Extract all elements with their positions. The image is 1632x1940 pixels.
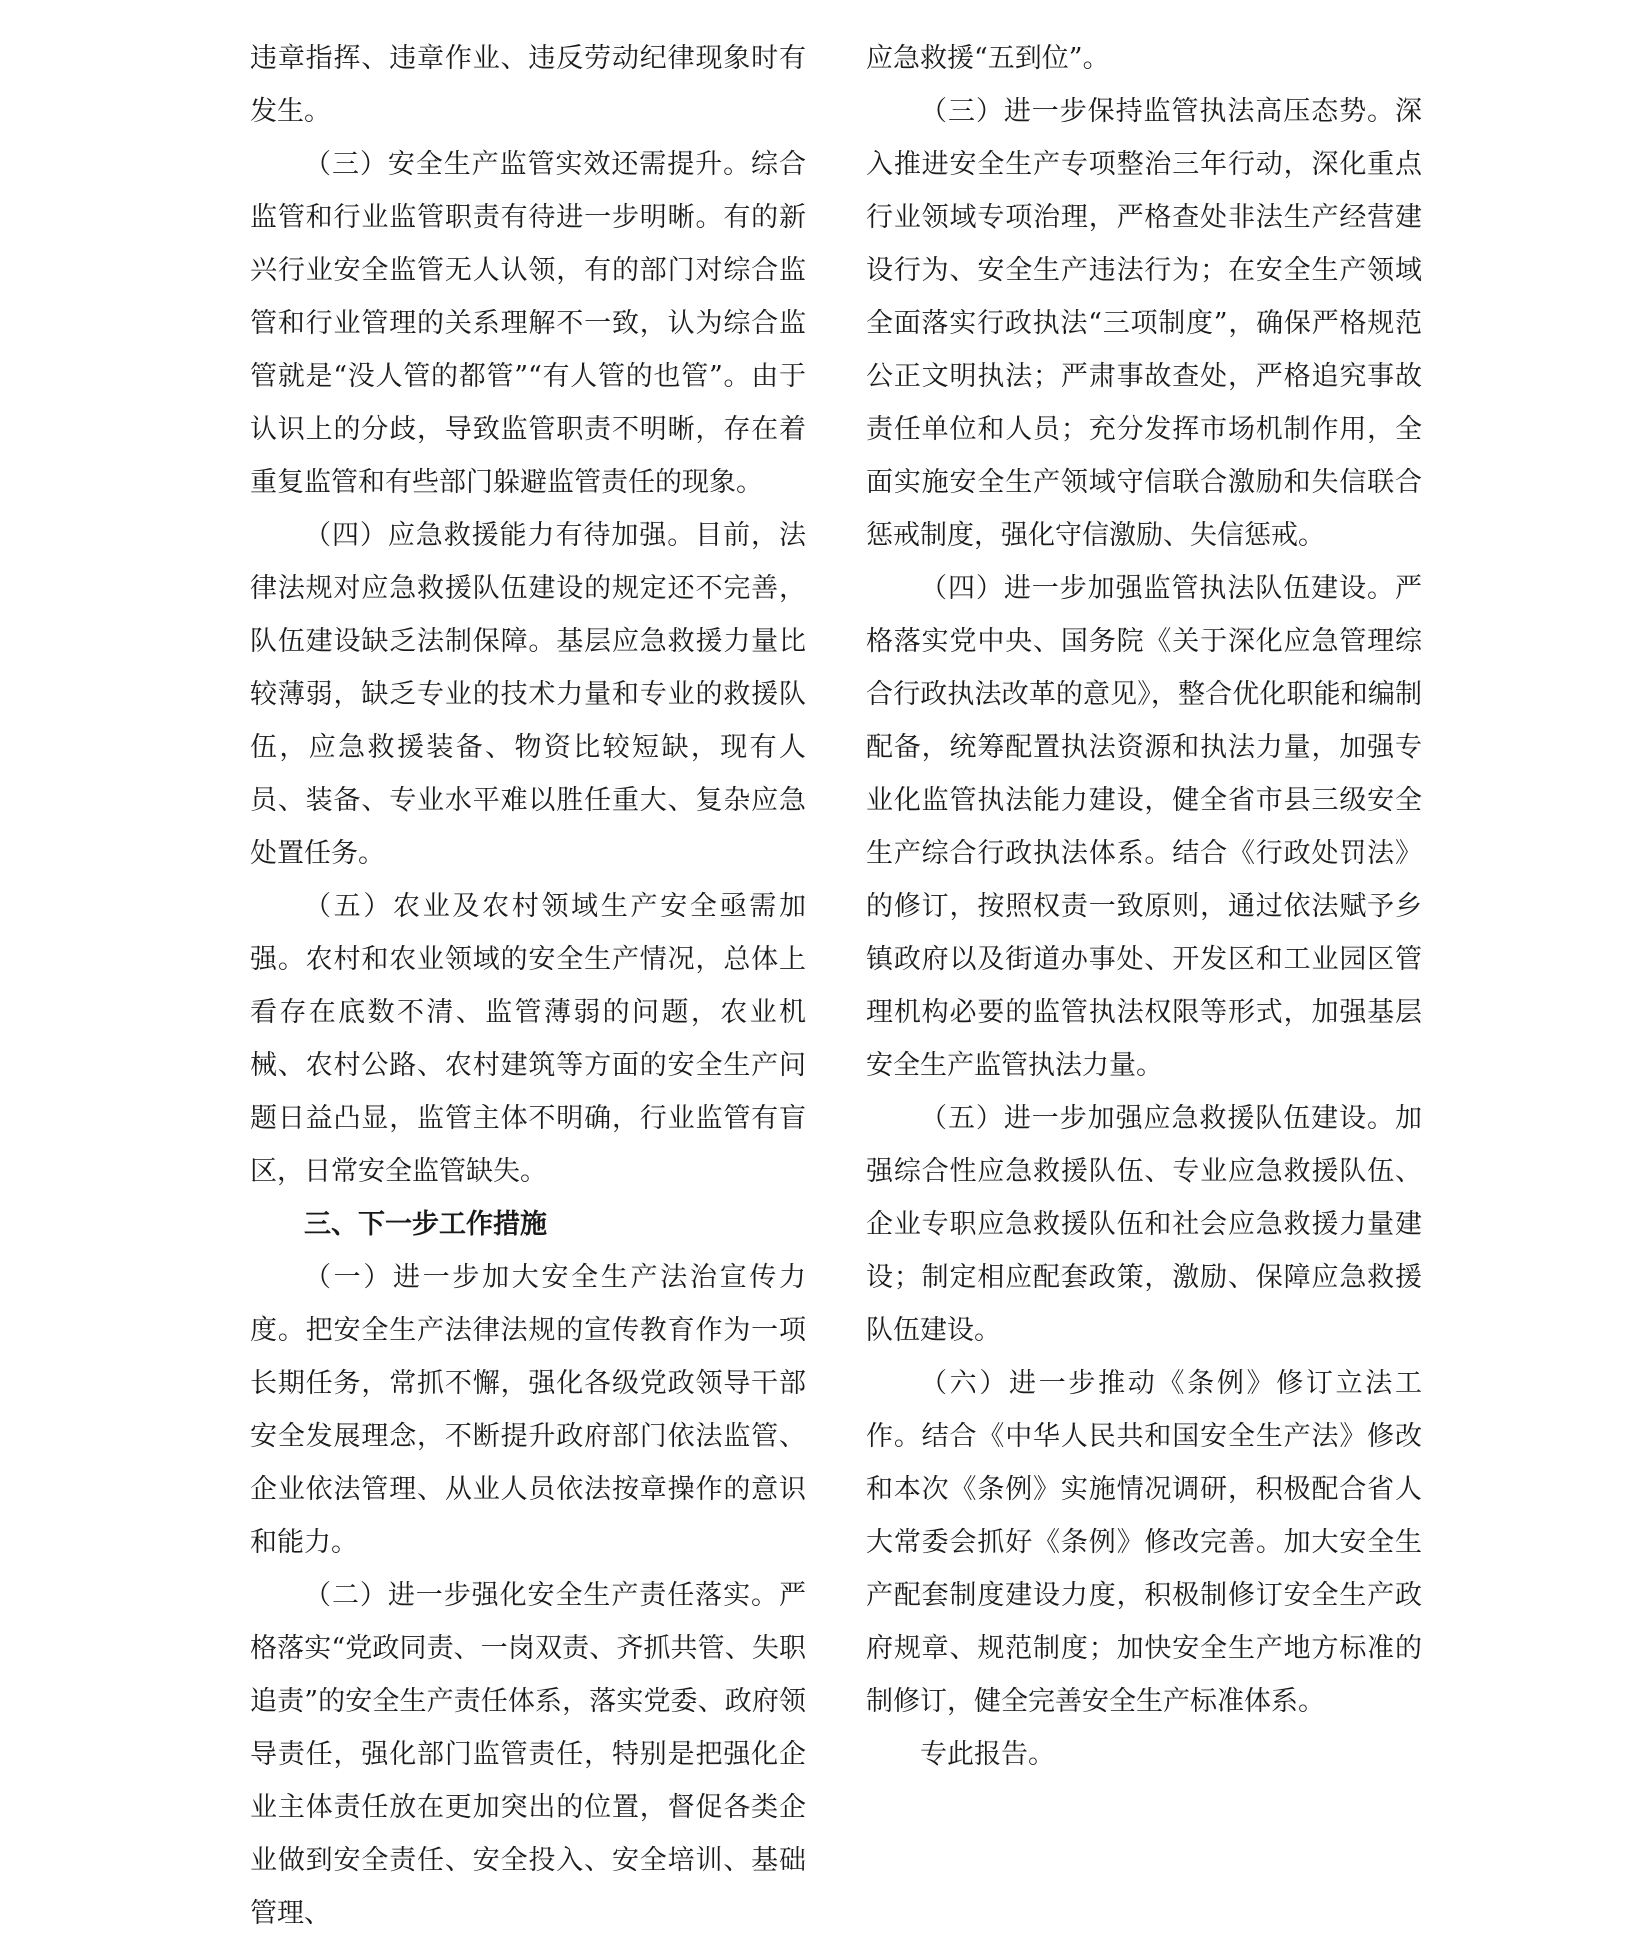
paragraph-enforcement-team: （四）进一步加强监管执法队伍建设。严格落实党中央、国务院《关于深化应急管理综合行政执法改革的意见》，整合优化职能和编制配备，统筹配置执法资源和执法力量，加强专业化监管执法能力建设，健全省市县三级安全生产综合行政执法体系。结合《行政处罚法》的修订，按照权责一致原则，通过依法赋予乡镇政府以及街道办事处、开发区和工业园区管理机构必要的监管执法权限等形式，加强基层安全生产监管执法力量。	[866, 573, 1422, 1081]
paragraph-enforcement-pressure: （三）进一步保持监管执法高压态势。深入推进安全生产专项整治三年行动，深化重点行业领域专项治理，严格查处非法生产经营建设行为、安全生产违法行为；在安全生产领域全面落实行政执法“三项制度”，确保严格规范公正文明执法；严肃事故查处，严格追究事故责任单位和人员；充分发挥市场机制作用，全面实施安全生产领域守信联合激励和失信联合惩戒制度，强化守信激励、失信惩戒。	[866, 96, 1422, 551]
closing-remark: 专此报告。	[920, 1739, 1055, 1770]
paragraph-legislation: （六）进一步推动《条例》修订立法工作。结合《中华人民共和国安全生产法》修改和本次《条例》实施情况调研，积极配合省人大常委会抓好《条例》修改完善。加大安全生产配套制度建设力度，积极制修订安全生产政府规章、规范制度；加快安全生产地方标准的制修订，健全完善安全生产标准体系。	[866, 1368, 1422, 1717]
paragraph-law-publicity: （一）进一步加大安全生产法治宣传力度。把安全生产法律法规的宣传教育作为一项长期任务，常抓不懈，强化各级党政领导干部安全发展理念，不断提升政府部门依法监管、企业依法管理、从业人员依法按章操作的意识和能力。	[250, 1262, 806, 1558]
paragraph-rescue-team: （五）进一步加强应急救援队伍建设。加强综合性应急救援队伍、专业应急救援队伍、企业专职应急救援队伍和社会应急救援力量建设；制定相应配套政策，激励、保障应急救援队伍建设。	[866, 1103, 1422, 1346]
left-column	[250, 32, 806, 1940]
paragraph-emergency-rescue-capacity: （四）应急救援能力有待加强。目前，法律法规对应急救援队伍建设的规定还不完善，队伍建设缺乏法制保障。基层应急救援力量比较薄弱，缺乏专业的技术力量和专业的救援队伍，应急救援装备、物资比较短缺，现有人员、装备、专业水平难以胜任重大、复杂应急处置任务。	[250, 520, 806, 869]
paragraph-supervision-effectiveness: （三）安全生产监管实效还需提升。综合监管和行业监管职责有待进一步明晰。有的新兴行业安全监管无人认领，有的部门对综合监管和行业管理的关系理解不一致，认为综合监管就是“没人管的都管”“有人管的也管”。由于认识上的分歧，导致监管职责不明晰，存在着重复监管和有些部门躲避监管责任的现象。	[250, 149, 806, 498]
section-heading: 三、下一步工作措施	[304, 1209, 547, 1240]
right-column	[866, 32, 1422, 1781]
paragraph-responsibility: （二）进一步强化安全生产责任落实。严格落实“党政同责、一岗双责、齐抓共管、失职追责”的安全生产责任体系，落实党委、政府领导责任，强化部门监管责任，特别是把强化企业主体责任放在更加突出的位置，督促各类企业做到安全责任、安全投入、安全培训、基础管理、	[250, 1580, 806, 1929]
paragraph-continuation: 应急救援“五到位”。	[866, 43, 1110, 74]
paragraph-rural-safety: （五）农业及农村领域生产安全亟需加强。农村和农业领域的安全生产情况，总体上看存在底数不清、监管薄弱的问题，农业机械、农村公路、农村建筑等方面的安全生产问题日益凸显，监管主体不明确，行业监管有盲区，日常安全监管缺失。	[250, 891, 806, 1187]
paragraph-continuation: 违章指挥、违章作业、违反劳动纪律现象时有发生。	[250, 43, 806, 127]
